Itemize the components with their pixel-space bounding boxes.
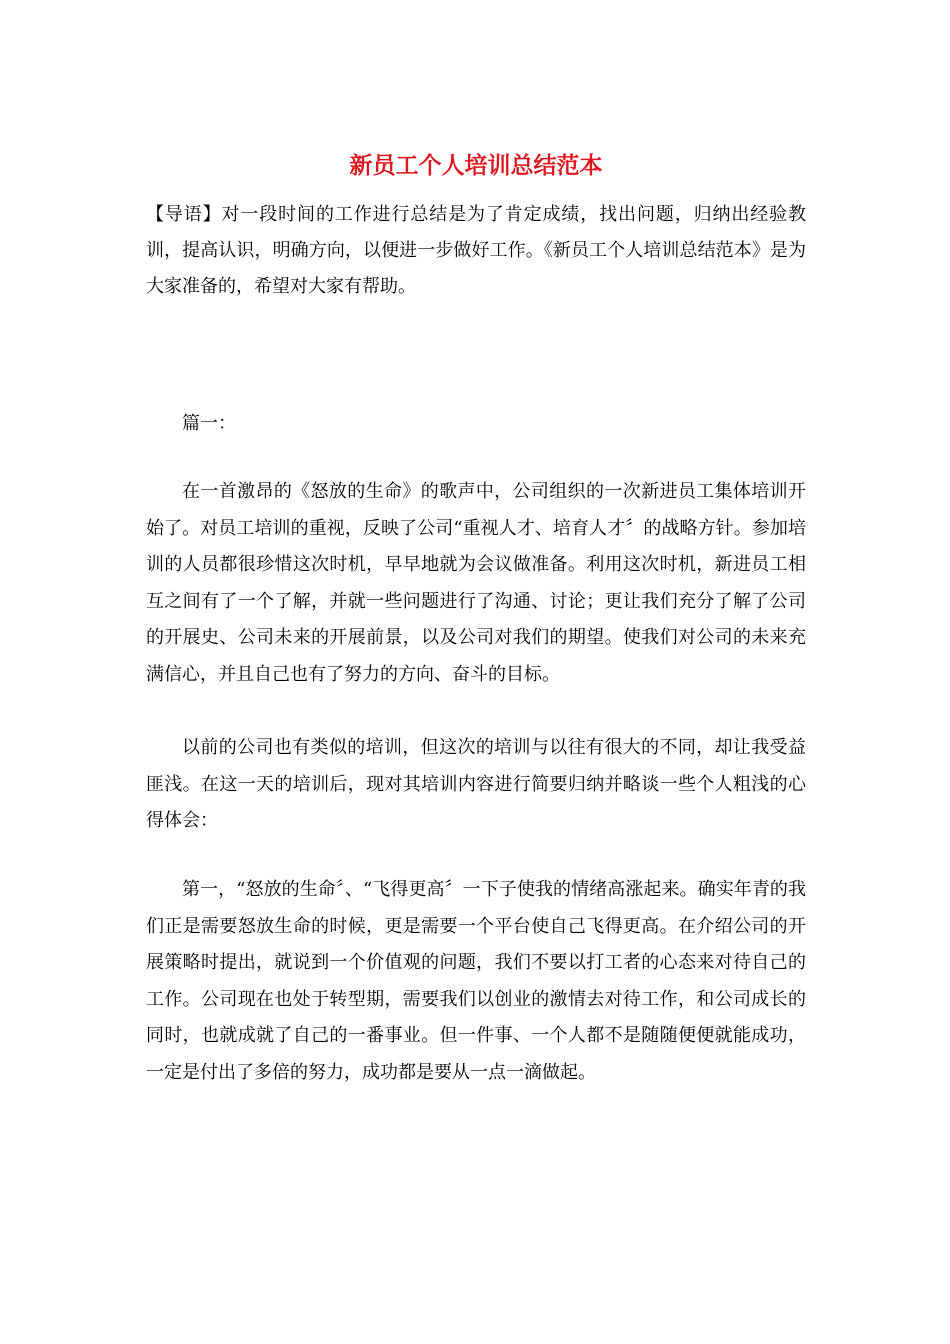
intro-paragraph: 【导语】对一段时间的工作进行总结是为了肯定成绩，找出问题，归纳出经验教训，提高认识，明确方向，以便进一步做好工作。《新员工个人培训总结范本》是为大家准备的，希望对大家有帮助。 [146, 204, 806, 297]
body-paragraph-2: 以前的公司也有类似的培训，但这次的培训与以往有很大的不同，却让我受益匪浅。在这一天的培训后，现对其培训内容进行简要归纳并略谈一些个人粗浅的心得体会： [146, 737, 806, 831]
document-title: 新员工个人培训总结范本 [349, 152, 603, 179]
section-label: 篇一： [182, 413, 236, 434]
body-paragraph-3: 第一，“怒放的生命〞、“飞得更高〞一下子使我的情绪高涨起来。确实年青的我们正是需要怒放生命的时候，更是需要一个平台使自己飞得更高。在介绍公司的开展策略时提出，就说到一个价值观的问题，我们不要以打工者的心态来对待自己的工作。公司现在也处于转型期，需要我们以创业的激情去对待工作，和公司成长的同时，也就成就了自己的一番事业。但一件事、一个人都不是随随便便就能成功，一定是付出了多倍的努力，成功都是要从一点一滴做起。 [146, 879, 806, 1083]
body-paragraph-1: 在一首激昂的《怒放的生命》的歌声中，公司组织的一次新进员工集体培训开始了。对员工培训的重视，反映了公司“重视人才、培育人才〞的战略方针。参加培训的人员都很珍惜这次时机，早早地就为会议做准备。利用这次时机，新进员工相互之间有了一个了解，并就一些问题进行了沟通、讨论；更让我们充分了解了公司的开展史、公司未来的开展前景，以及公司对我们的期望。使我们对公司的未来充满信心，并且自己也有了努力的方向、奋斗的目标。 [146, 481, 806, 685]
